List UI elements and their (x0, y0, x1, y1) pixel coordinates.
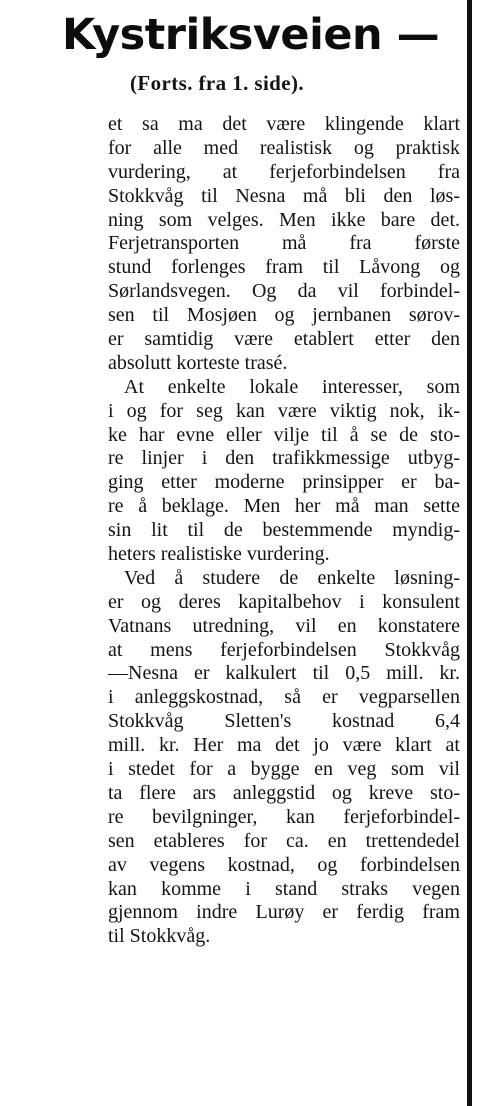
article-body (108, 113, 460, 949)
paragraph-start-line: At enkelte lokale interesser, som (124, 375, 460, 398)
body-line: er og deres kapitalbehov i konsulent (108, 590, 460, 613)
body-line: vurdering, at ferjeforbindelsen fra (108, 160, 460, 183)
body-line: ta flere ars anleggstid og kreve sto- (108, 781, 460, 804)
paragraph-end-line: heters realistiske vurdering. (108, 543, 330, 566)
body-line: re å beklage. Men her må man sette (108, 495, 460, 518)
body-line: for alle med realistisk og praktisk (108, 136, 460, 159)
body-line: stund forlenges fram til Låvong og (108, 256, 460, 279)
body-line: kan komme i stand straks vegen (108, 877, 460, 900)
body-line: sen etableres for ca. en trettendedel (108, 829, 460, 852)
body-line: ke har evne eller vilje til å se de sto- (108, 423, 460, 446)
body-line: re bevilgninger, kan ferjeforbindel- (108, 805, 460, 828)
article-headline: Kystriksveien — (62, 10, 440, 60)
body-line: gjennom indre Lurøy er ferdig fram (108, 901, 460, 924)
body-line: i anleggskostnad, så er vegparsellen (108, 686, 460, 709)
body-line: Ferjetransporten må fra første (108, 232, 460, 255)
body-line: Sørlandsvegen. Og da vil forbindel- (108, 280, 460, 303)
body-line: sen til Mosjøen og jernbanen sørov- (108, 304, 460, 327)
body-line: er samtidig være etablert etter den (108, 328, 460, 351)
body-line: at mens ferjeforbindelsen Stokkvåg (108, 638, 460, 661)
body-line: et sa ma det være klingende klart (108, 113, 460, 135)
paragraph-end-line: absolutt korteste trasé. (108, 351, 288, 374)
body-line: ging etter moderne prinsipper er ba- (108, 471, 460, 494)
body-line: —Nesna er kalkulert til 0,5 mill. kr. (108, 662, 460, 685)
paragraph-end-line: til Stokkvåg. (108, 925, 211, 948)
body-line: i og for seg kan være viktig nok, ik- (108, 399, 460, 422)
body-line: mill. kr. Her ma det jo være klart at (108, 734, 460, 757)
paragraph-start-line: Ved å studere de enkelte løsning- (124, 566, 460, 589)
body-line: re linjer i den trafikkmessige utbyg- (108, 447, 460, 470)
body-line: Stokkvåg Sletten's kostnad 6,4 (108, 710, 460, 733)
body-line: Stokkvåg til Nesna må bli den løs- (108, 184, 460, 207)
body-line: i stedet for a bygge en veg som vil (108, 758, 460, 781)
body-line: ning som velges. Men ikke bare det. (108, 208, 460, 231)
body-line: av vegens kostnad, og forbindelsen (108, 853, 460, 876)
body-line: Vatnans utredning, vil en konstatere (108, 614, 460, 637)
body-line: sin lit til de bestemmende myndig- (108, 519, 460, 542)
article-subhead: (Forts. fra 1. side). (130, 71, 305, 95)
column-rule (467, 0, 472, 1106)
